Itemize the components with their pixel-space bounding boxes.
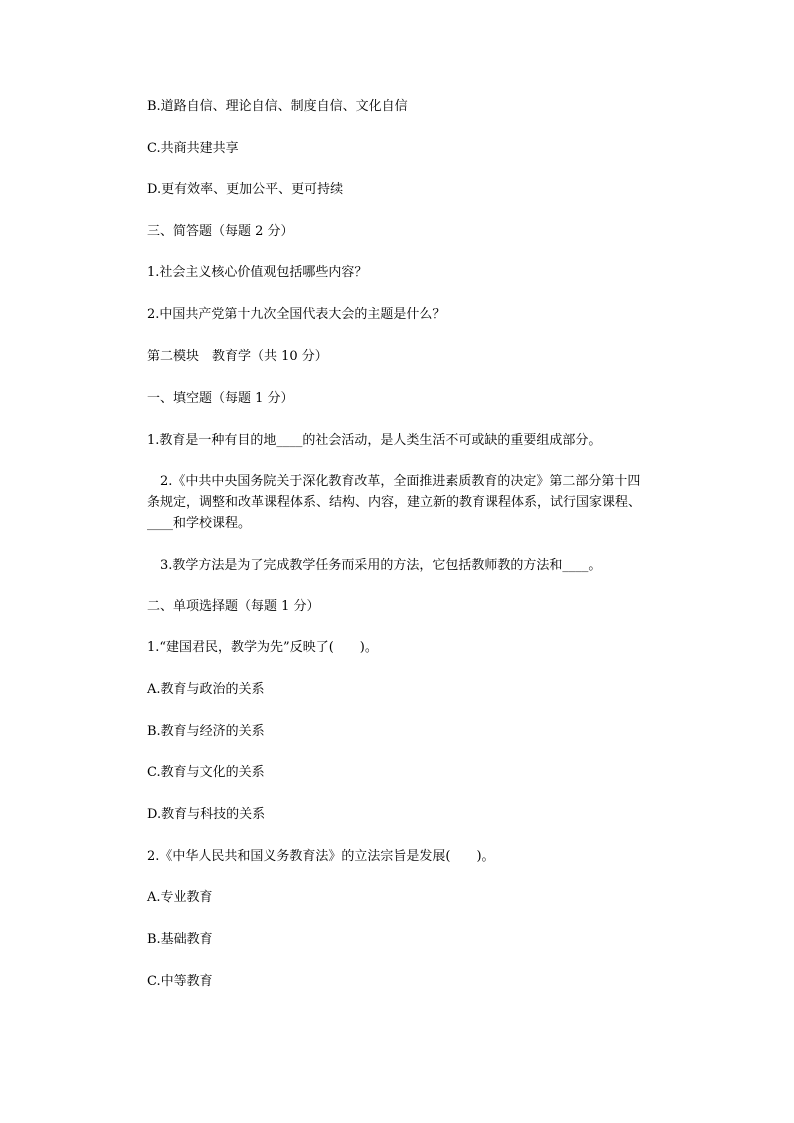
q2-option-b: B.基础教育: [147, 932, 213, 947]
fill-blank-q2-line-2: 条规定，调整和改革课程体系、结构、内容，建立新的教育课程体系，试行国家课程、: [147, 495, 642, 510]
fill-blank-q2-line-1: 2.《中共中央国务院关于深化教育改革，全面推进素质教育的决定》第二部分第十四: [147, 474, 641, 489]
q1-option-a: A.教育与政治的关系: [147, 682, 265, 697]
q2-option-c: C.中等教育: [147, 974, 213, 989]
short-answer-q2: 2.中国共产党第十九次全国代表大会的主题是什么？: [147, 307, 446, 322]
module-two-heading: 第二模块 教育学（共 10 分）: [147, 349, 328, 364]
fill-blank-q2: [147, 471, 667, 534]
single-choice-heading: 二、单项选择题（每题 1 分）: [147, 599, 320, 614]
option-d-efficiency: D.更有效率、更加公平、更可持续: [147, 182, 344, 197]
fill-blank-q2-line-3: ____和学校课程。: [147, 516, 252, 531]
fill-blank-heading: 一、填空题（每题 1 分）: [147, 391, 294, 406]
q1-option-d: D.教育与科技的关系: [147, 807, 266, 822]
single-choice-q2: 2.《中华人民共和国义务教育法》的立法宗旨是发展( )。: [147, 849, 495, 864]
q2-option-a: A.专业教育: [147, 890, 213, 905]
short-answer-q1: 1.社会主义核心价值观包括哪些内容？: [147, 265, 368, 280]
fill-blank-q3: 3.教学方法是为了完成教学任务而采用的方法，它包括教师教的方法和____。: [147, 558, 602, 573]
q1-option-c: C.教育与文化的关系: [147, 765, 265, 780]
single-choice-q1: 1.“建国君民，教学为先”反映了( )。: [147, 640, 378, 655]
option-b-four-confidences: B.道路自信、理论自信、制度自信、文化自信: [147, 99, 408, 114]
fill-blank-q1: 1.教育是一种有目的地____的社会活动，是人类生活不可或缺的重要组成部分。: [147, 433, 602, 448]
q1-option-b: B.教育与经济的关系: [147, 724, 265, 739]
section-short-answer-heading: 三、简答题（每题 2 分）: [147, 224, 294, 239]
option-c-shared: C.共商共建共享: [147, 141, 239, 156]
